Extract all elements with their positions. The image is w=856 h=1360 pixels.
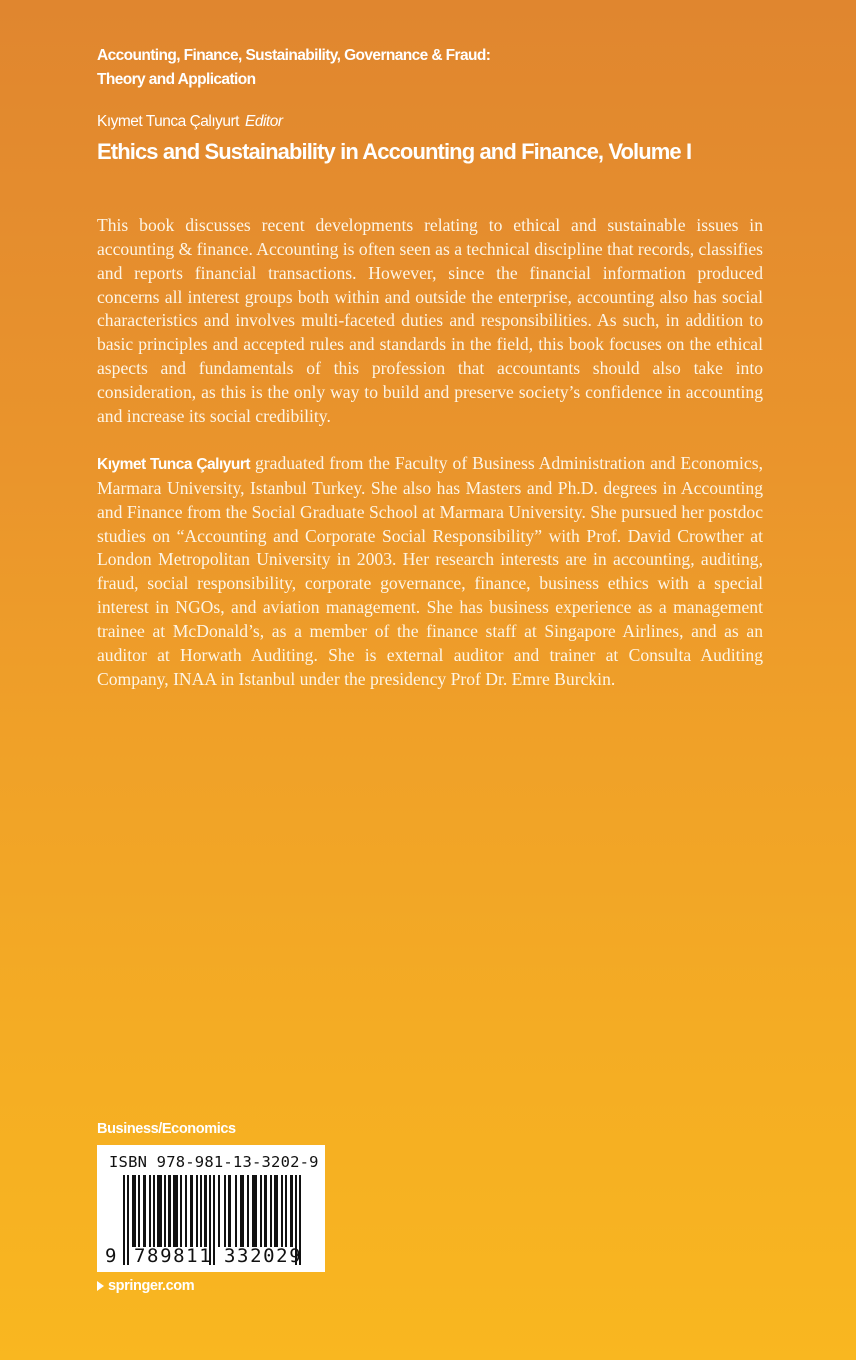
ean-right-digits: 332029 — [224, 1245, 303, 1267]
subject-category: Business/Economics — [97, 1121, 236, 1137]
editor-credit — [97, 113, 282, 131]
isbn-label: ISBN 978-981-13-3202-9 — [109, 1153, 319, 1171]
bio-text: graduated from the Faculty of Business Administration and Economics, Marmara University, Istanbul Turkey. She also has Masters and Ph.D. degrees in Accounting and Finance from the Social Graduate School at Marmara University. She pursued her postdoc studies on “Accounting and Corporate Social Responsibility” with Prof. David Crowther at London Metropolitan University in 2003. Her research interests are in accounting, auditing, fraud, social responsibility, corporate governance, finance, business ethics with a special interest in NGOs, and aviation management. She has business experience as a management trainee at McDonald’s, as a member of the finance staff at Singapore Airlines, and as an auditor at Horwath Auditing. She is external auditor and trainer at Consulta Auditing Company, INAA in Istanbul under the presidency Prof Dr. Emre Burckin. — [97, 453, 763, 689]
bio-author-name: Kıymet Tunca Çalıyurt — [97, 456, 251, 473]
play-arrow-icon — [97, 1281, 104, 1291]
series-title — [97, 44, 737, 92]
isbn-barcode — [97, 1145, 325, 1272]
book-title: Ethics and Sustainability in Accounting and Finance, Volume I — [97, 139, 692, 164]
author-bio — [97, 452, 763, 691]
website-label: springer.com — [108, 1278, 195, 1294]
ean-first-digit: 9 — [105, 1245, 119, 1267]
ean-left-digits: 789811 — [134, 1245, 213, 1267]
publisher-website[interactable] — [97, 1278, 194, 1294]
series-title-line-1: Accounting, Finance, Sustainability, Governance & Fraud: — [97, 47, 491, 64]
editor-name: Kıymet Tunca Çalıyurt — [97, 113, 239, 130]
book-description: This book discusses recent developments relating to ethical and sustainable issues in accounting & finance. Accounting is often seen as a technical discipline that records, classifies and reports financial transactions. However, since the financial information produced concerns all interest groups both within and outside the enterprise, accounting also has social characteristics and involves multi-faceted duties and responsibilities. As such, in addition to basic principles and accepted rules and standards in the field, this book focuses on the ethical aspects and fundamentals of this profession that accountants should also take into consideration, as this is the only way to build and preserve society’s confidence in accounting and increase its social credibility. — [97, 215, 763, 426]
editor-role: Editor — [244, 113, 283, 130]
series-title-line-2: Theory and Application — [97, 71, 256, 88]
